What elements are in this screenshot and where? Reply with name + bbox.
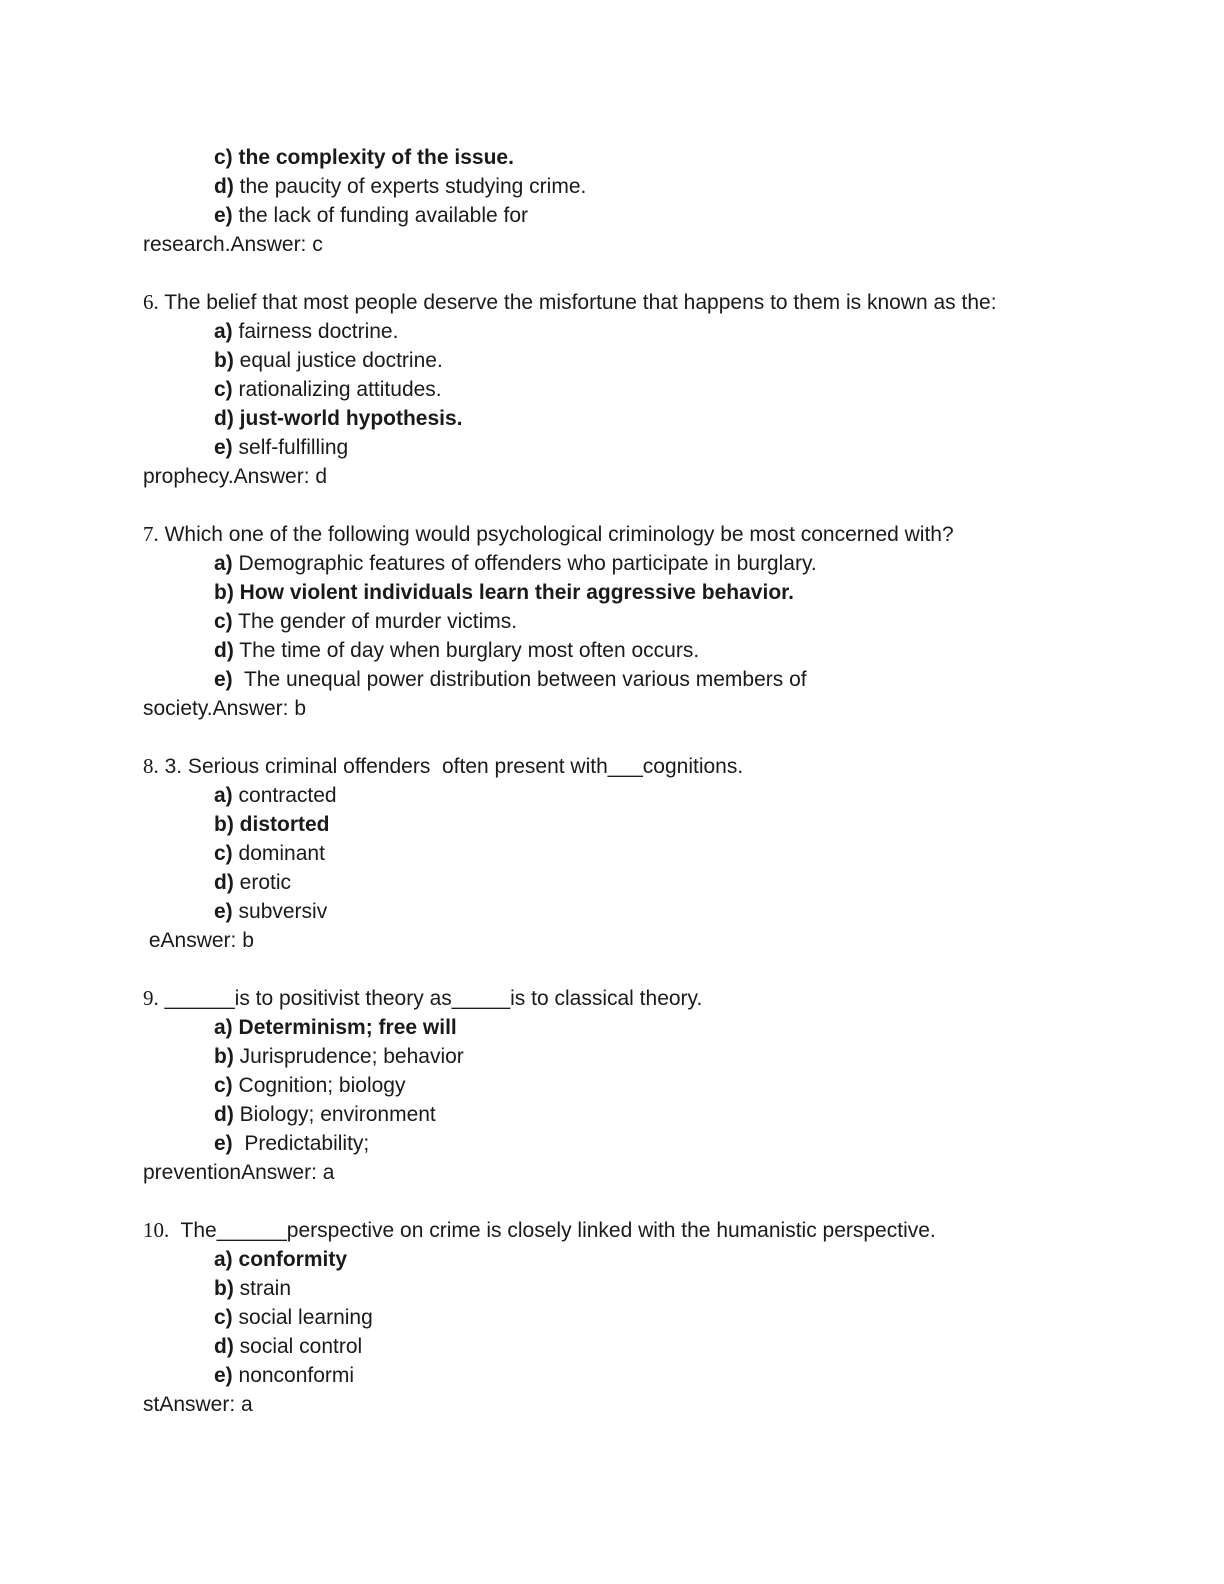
question-number: 6. — [143, 290, 159, 314]
option-text: the paucity of experts studying crime. — [233, 175, 587, 198]
question-7-option-a — [214, 549, 817, 578]
option-letter: b) — [214, 581, 234, 604]
question-9-option-a — [214, 1013, 457, 1042]
question-6-option-c — [214, 375, 442, 404]
question-text: The______perspective on crime is closely linked with the humanistic perspective. — [169, 1219, 936, 1242]
option-letter: b) — [214, 1277, 234, 1300]
question-7-option-e — [214, 665, 807, 694]
question-6-option-b — [214, 346, 443, 375]
question-8-option-c — [214, 839, 325, 868]
option-letter: c) — [214, 610, 233, 633]
option-text: contracted — [232, 784, 337, 807]
question-7-stem — [143, 520, 954, 549]
option-letter: c) — [214, 146, 233, 169]
question-10-option-a — [214, 1245, 347, 1274]
question-6-option-a — [214, 317, 398, 346]
option-letter: a) — [214, 320, 233, 343]
option-letter: c) — [214, 1074, 233, 1097]
option-text: the lack of funding available for — [232, 204, 529, 227]
continued-option-e — [214, 201, 528, 230]
question-10-answer-line: stAnswer: a — [143, 1393, 253, 1416]
option-text: Biology; environment — [233, 1103, 436, 1126]
option-text: erotic — [233, 871, 292, 894]
option-text: rationalizing attitudes. — [232, 378, 442, 401]
question-9-stem — [143, 984, 702, 1013]
option-text: just-world hypothesis. — [233, 407, 463, 430]
question-7-option-c — [214, 607, 517, 636]
question-7-answer-line: society.Answer: b — [143, 697, 307, 720]
question-8-option-e — [214, 897, 327, 926]
option-text: The unequal power distribution between various members of — [232, 668, 807, 691]
continued-answer-line: research.Answer: c — [143, 233, 323, 256]
question-8-option-b — [214, 810, 330, 839]
option-text: social control — [233, 1335, 363, 1358]
question-9-option-c — [214, 1071, 405, 1100]
option-letter: e) — [214, 1364, 233, 1387]
option-letter: c) — [214, 842, 233, 865]
question-8-answer-line: eAnswer: b — [143, 929, 254, 952]
option-text: the complexity of the issue. — [232, 146, 514, 169]
option-text: fairness doctrine. — [232, 320, 399, 343]
question-8-stem — [143, 752, 743, 781]
question-10-stem — [143, 1216, 936, 1245]
option-text: Jurisprudence; behavior — [233, 1045, 464, 1068]
option-letter: a) — [214, 784, 233, 807]
question-8-option-a — [214, 781, 337, 810]
option-letter: e) — [214, 900, 233, 923]
option-text: self-fulfilling — [232, 436, 349, 459]
question-text: The belief that most people deserve the misfortune that happens to them is known as the: — [158, 291, 997, 314]
question-9-option-e — [214, 1129, 369, 1158]
option-letter: c) — [214, 378, 233, 401]
question-7-option-b — [214, 578, 794, 607]
option-letter: e) — [214, 204, 233, 227]
option-letter: b) — [214, 349, 234, 372]
question-text: Which one of the following would psychological criminology be most concerned with? — [158, 523, 954, 546]
continued-option-d — [214, 172, 586, 201]
option-text: strain — [233, 1277, 292, 1300]
option-text: Predictability; — [232, 1132, 370, 1155]
continued-option-c — [214, 143, 514, 172]
question-text: 3. Serious criminal offenders often present with___cognitions. — [158, 755, 744, 778]
option-letter: d) — [214, 407, 234, 430]
question-text: ______is to positivist theory as_____is to classical theory. — [158, 987, 703, 1010]
option-letter: d) — [214, 1103, 234, 1126]
question-9-answer-line: preventionAnswer: a — [143, 1161, 335, 1184]
option-letter: b) — [214, 1045, 234, 1068]
question-8-option-d — [214, 868, 291, 897]
question-6-option-e — [214, 433, 348, 462]
option-text: distorted — [233, 813, 330, 836]
option-text: conformity — [232, 1248, 348, 1271]
option-letter: b) — [214, 813, 234, 836]
option-letter: c) — [214, 1306, 233, 1329]
option-text: dominant — [232, 842, 325, 865]
question-6-stem — [143, 288, 997, 317]
option-letter: a) — [214, 552, 233, 575]
question-6-option-d — [214, 404, 463, 433]
question-10-option-d — [214, 1332, 362, 1361]
question-6-answer-line: prophecy.Answer: d — [143, 465, 328, 488]
option-text: social learning — [232, 1306, 373, 1329]
question-number: 9. — [143, 986, 159, 1010]
option-letter: e) — [214, 668, 233, 691]
option-letter: d) — [214, 175, 234, 198]
option-text: equal justice doctrine. — [233, 349, 443, 372]
question-number: 7. — [143, 522, 159, 546]
question-10-option-b — [214, 1274, 291, 1303]
question-9-option-d — [214, 1100, 436, 1129]
option-letter: a) — [214, 1248, 233, 1271]
option-letter: e) — [214, 1132, 233, 1155]
question-9-option-b — [214, 1042, 464, 1071]
question-10-option-c — [214, 1303, 373, 1332]
option-letter: a) — [214, 1016, 233, 1039]
question-10-option-e — [214, 1361, 354, 1390]
question-number: 8. — [143, 754, 159, 778]
option-text: nonconformi — [232, 1364, 355, 1387]
option-letter: e) — [214, 436, 233, 459]
option-text: The time of day when burglary most often occurs. — [233, 639, 700, 662]
option-letter: d) — [214, 639, 234, 662]
option-text: subversiv — [232, 900, 328, 923]
option-text: Cognition; biology — [232, 1074, 406, 1097]
question-number: 10. — [143, 1218, 170, 1242]
option-letter: d) — [214, 1335, 234, 1358]
option-text: The gender of murder victims. — [232, 610, 518, 633]
option-text: Determinism; free will — [232, 1016, 457, 1039]
option-text: How violent individuals learn their aggressive behavior. — [233, 581, 794, 604]
option-letter: d) — [214, 871, 234, 894]
option-text: Demographic features of offenders who participate in burglary. — [232, 552, 817, 575]
question-7-option-d — [214, 636, 699, 665]
